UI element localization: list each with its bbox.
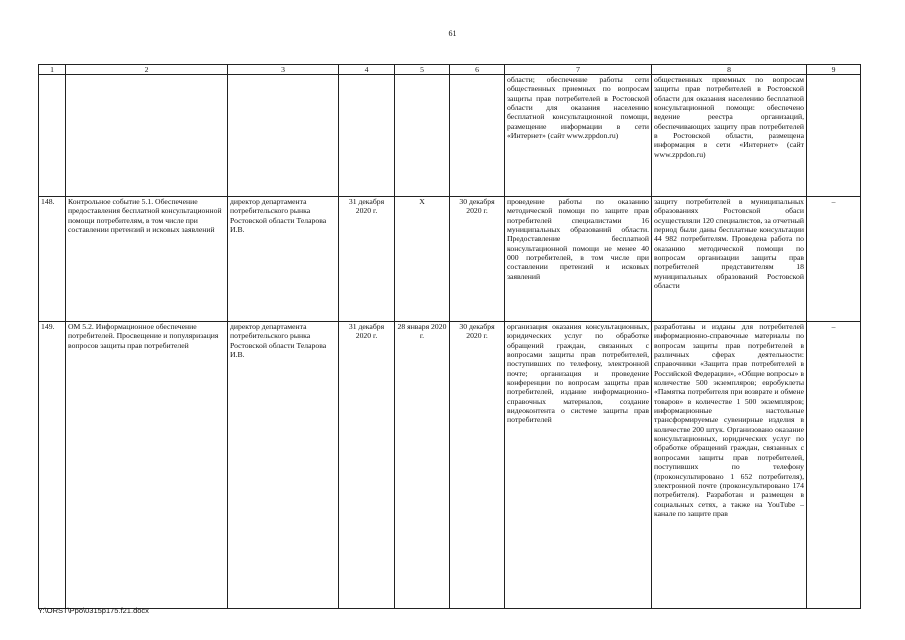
date-plan: 31 декабря 2020 г. bbox=[339, 197, 395, 322]
date-fact-start bbox=[395, 75, 450, 197]
page-number: 61 bbox=[448, 29, 457, 38]
result-fact: общественных приемных по вопросам защиты прав потребителей в Ростовской области для оказания населению бесплатной консультационной помощи: обеспечено ведение реестра организаций, обеспечивающих защиту прав потребителей в Ростовской области, размещена информация в сети «Интернет» (сайт www.zppdon.ru) bbox=[652, 75, 807, 197]
result-plan: области; обеспечение работы сети общественных приемных по вопросам защиты прав потребителей в Ростовской области для оказания населению бесплатной консультационной помощи, размещение информации в сети «Интернет» (сайт www.zppdon.ru) bbox=[505, 75, 652, 197]
note: – bbox=[807, 322, 861, 609]
date-fact-start: 28 января 2020 г. bbox=[395, 322, 450, 609]
table-row bbox=[39, 322, 861, 609]
date-plan: 31 декабря 2020 г. bbox=[339, 322, 395, 609]
result-plan: организация оказания консультационных, юридических услуг по обработке обращений граждан, связанных с вопросами защиты прав потребителей, поступивших по телефону, электронной почте; организация и проведение конференции по вопросам защиты прав потребителей, издание информационно-справочных материалов, создание видеоконтента о системе защиты прав потребителей bbox=[505, 322, 652, 609]
event-name bbox=[66, 75, 228, 197]
responsible bbox=[228, 75, 339, 197]
column-number: 1 bbox=[39, 65, 66, 75]
responsible: директор департамента потребительского рынка Ростовской области Теларова И.В. bbox=[228, 322, 339, 609]
table-row bbox=[39, 197, 861, 322]
event-name: Контрольное событие 5.1. Обеспечение предоставления бесплатной консультационной помощи потребителям, в том числе при составлении претензий и исковых заявлений bbox=[66, 197, 228, 322]
column-number: 4 bbox=[339, 65, 395, 75]
report-table bbox=[38, 64, 861, 609]
date-fact-end: 30 декабря 2020 г. bbox=[450, 197, 505, 322]
result-plan: проведение работы по оказанию методической помощи по защите прав потребителей специалистами 16 муниципальных образований области. Предоставление бесплатной консультационной помощи не менее 40 000 потребителей, в том числе при составлении претензий и исковых заявлений bbox=[505, 197, 652, 322]
row-number: 148. bbox=[39, 197, 66, 322]
column-number: 9 bbox=[807, 65, 861, 75]
column-number: 3 bbox=[228, 65, 339, 75]
result-fact: разработаны и изданы для потребителей информационно-справочные материалы по вопросам защиты прав потребителей в различных сферах деятельности: справочники «Защита прав потребителей в Российской Федерации», «Общие вопросы» в количестве 500 экземпляров; евробуклеты «Памятка потребителя при возврате и обмене товаров» в количестве 1 500 экземпляров; информационные настольные трансформируемые сувенирные изделия в количестве 200 штук. Организовано оказание консультационных, юридических услуг по обработке обращений граждан, связанных с вопросами защиты прав потребителей, поступивших по телефону (проконсультировано 1 652 потребителя), электронной почте (проконсультировано 174 потребителя). Разработан и размещен в социальных сетях, а также на YouTube – канале по защите прав bbox=[652, 322, 807, 609]
column-number: 6 bbox=[450, 65, 505, 75]
date-fact-start: X bbox=[395, 197, 450, 322]
result-fact: защиту потребителей в муниципальных образованиях Ростовской обаси осуществляли 120 специалистов, за отчетный период были даны бесплатные консультации 44 982 потребителям. Проведена работа по оказанию методической помощи по вопросам организации защиты прав потребителей представителям 18 муниципальных образований Ростовской области bbox=[652, 197, 807, 322]
date-fact-end: 30 декабря 2020 г. bbox=[450, 322, 505, 609]
column-number: 2 bbox=[66, 65, 228, 75]
column-number: 5 bbox=[395, 65, 450, 75]
row-number: 149. bbox=[39, 322, 66, 609]
note: – bbox=[807, 197, 861, 322]
column-number: 8 bbox=[652, 65, 807, 75]
date-plan bbox=[339, 75, 395, 197]
event-name: ОМ 5.2. Информационное обеспечение потребителей. Просвещение и популяризация вопросов защиты прав потребителей bbox=[66, 322, 228, 609]
date-fact-end bbox=[450, 75, 505, 197]
responsible: директор департамента потребительского рынка Ростовской области Теларова И.В. bbox=[228, 197, 339, 322]
table-row bbox=[39, 75, 861, 197]
row-number bbox=[39, 75, 66, 197]
note bbox=[807, 75, 861, 197]
file-path-footer: Y:\ORST\Ppo\0315p175.f21.docx bbox=[38, 606, 149, 615]
column-number: 7 bbox=[505, 65, 652, 75]
column-number-row bbox=[39, 65, 861, 75]
